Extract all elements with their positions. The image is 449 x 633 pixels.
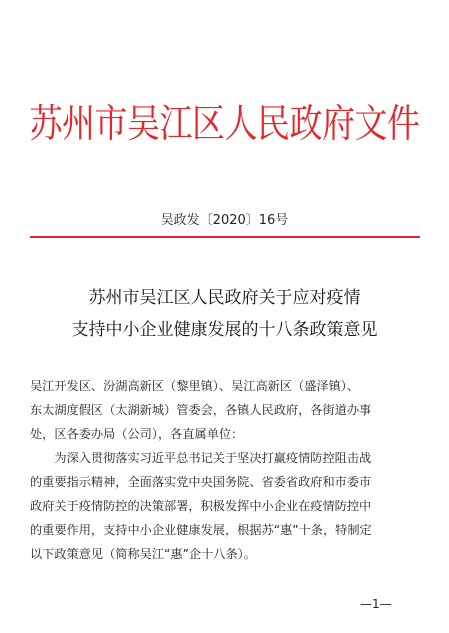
body-line: 以下政策意见（简称吴江“惠”企十八条）。 — [30, 547, 256, 561]
body-line: 政府关于疫情防控的决策部署，积极发挥中小企业在疫情防控中 — [30, 499, 372, 513]
body-line: 为深入贯彻落实习近平总书记关于坚决打赢疫情防控阻击战 — [30, 451, 372, 465]
body-line: 处，区各委办局（公司），各直属单位： — [30, 427, 244, 441]
body-line: 的重要指示精神，全面落实党中央国务院、省委省政府和市委市 — [30, 475, 372, 489]
document-title-line-1: 苏州市吴江区人民政府关于应对疫情 — [88, 288, 361, 308]
body-line: 吴江开发区、汾湖高新区（黎里镇）、吴江高新区（盛泽镇）、 — [30, 379, 360, 393]
body-line: 东太湖度假区（太湖新城）管委会，各镇人民政府，各街道办事 — [30, 403, 372, 417]
document-number: 吴政发〔2020〕16号 — [160, 213, 289, 228]
document-title-line-2: 支持中小企业健康发展的十八条政策意见 — [71, 320, 378, 340]
body-line: 的重要作用，支持中小企业健康发展，根据苏“惠”十条，特制定 — [30, 523, 372, 537]
issuer-header: 苏州市吴江区人民政府文件 — [29, 100, 420, 147]
red-divider-line — [30, 236, 420, 238]
page-number: —1— — [360, 597, 392, 611]
